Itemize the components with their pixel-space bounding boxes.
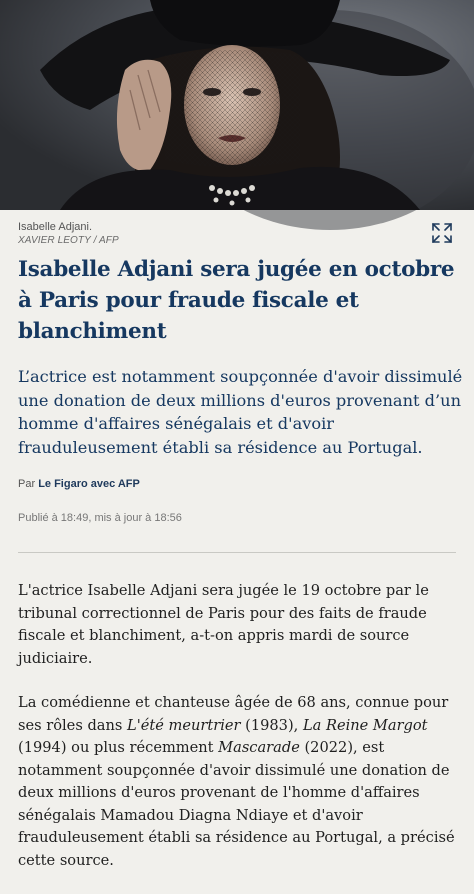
divider (18, 552, 456, 553)
body-text-segment: (1994) ou plus récemment (18, 739, 219, 756)
byline-prefix: Par (18, 478, 36, 490)
film-title: La Reine Margot (302, 716, 428, 734)
image-caption (18, 220, 398, 248)
portrait-photo (0, 0, 474, 210)
photo-credit (18, 234, 398, 248)
expand-arrows-icon (431, 222, 453, 244)
body-text-segment: La comédienne et chanteuse âgée de 68 ans, connue pour ses rôles dans (18, 694, 449, 734)
byline (18, 478, 140, 490)
caption-title: Isabelle Adjani. (18, 221, 92, 233)
article-standfirst: L’actrice est notamment soupçonnée d'avoir dissimulé une donation de deux millions d'euros provenant d’un homme d'affaires sénégalais et d'avoir frauduleusement établi sa résidence au Portugal. (18, 367, 463, 457)
byline-author-link[interactable]: Le Figaro avec AFP (38, 478, 140, 490)
body-paragraph-2 (18, 692, 460, 872)
film-title: Mascarade (218, 739, 300, 756)
photo-credit-agency: / AFP (93, 235, 119, 246)
photo-credit-author: XAVIER LEOTY (18, 235, 91, 246)
hero-image[interactable] (0, 0, 474, 210)
article-body (18, 580, 460, 894)
article-headline: Isabelle Adjani sera jugée en octobre à Paris pour fraude fiscale et blanchiment (18, 257, 455, 344)
publication-dates: Publié à 18:49, mis à jour à 18:56 (18, 512, 182, 524)
body-text-segment: (1983), (240, 716, 303, 734)
expand-image-button[interactable] (428, 219, 456, 247)
film-title: L'été meurtrier (127, 716, 241, 734)
body-paragraph-1: L'actrice Isabelle Adjani sera jugée le 19 octobre par le tribunal correctionnel de Paris pour des faits de fraude fiscale et blanchiment, a-t-on appris mardi de source judiciaire. (18, 582, 429, 667)
body-text-segment: (2022), est notamment soupçonnée d'avoir dissimulé une donation de deux millions d'euros provenant de l'homme d'affaires sénégalais Mamadou Diagna Ndiaye et d'avoir frauduleusement établi sa résidence au Portugal, a précisé cette source. (18, 739, 455, 869)
